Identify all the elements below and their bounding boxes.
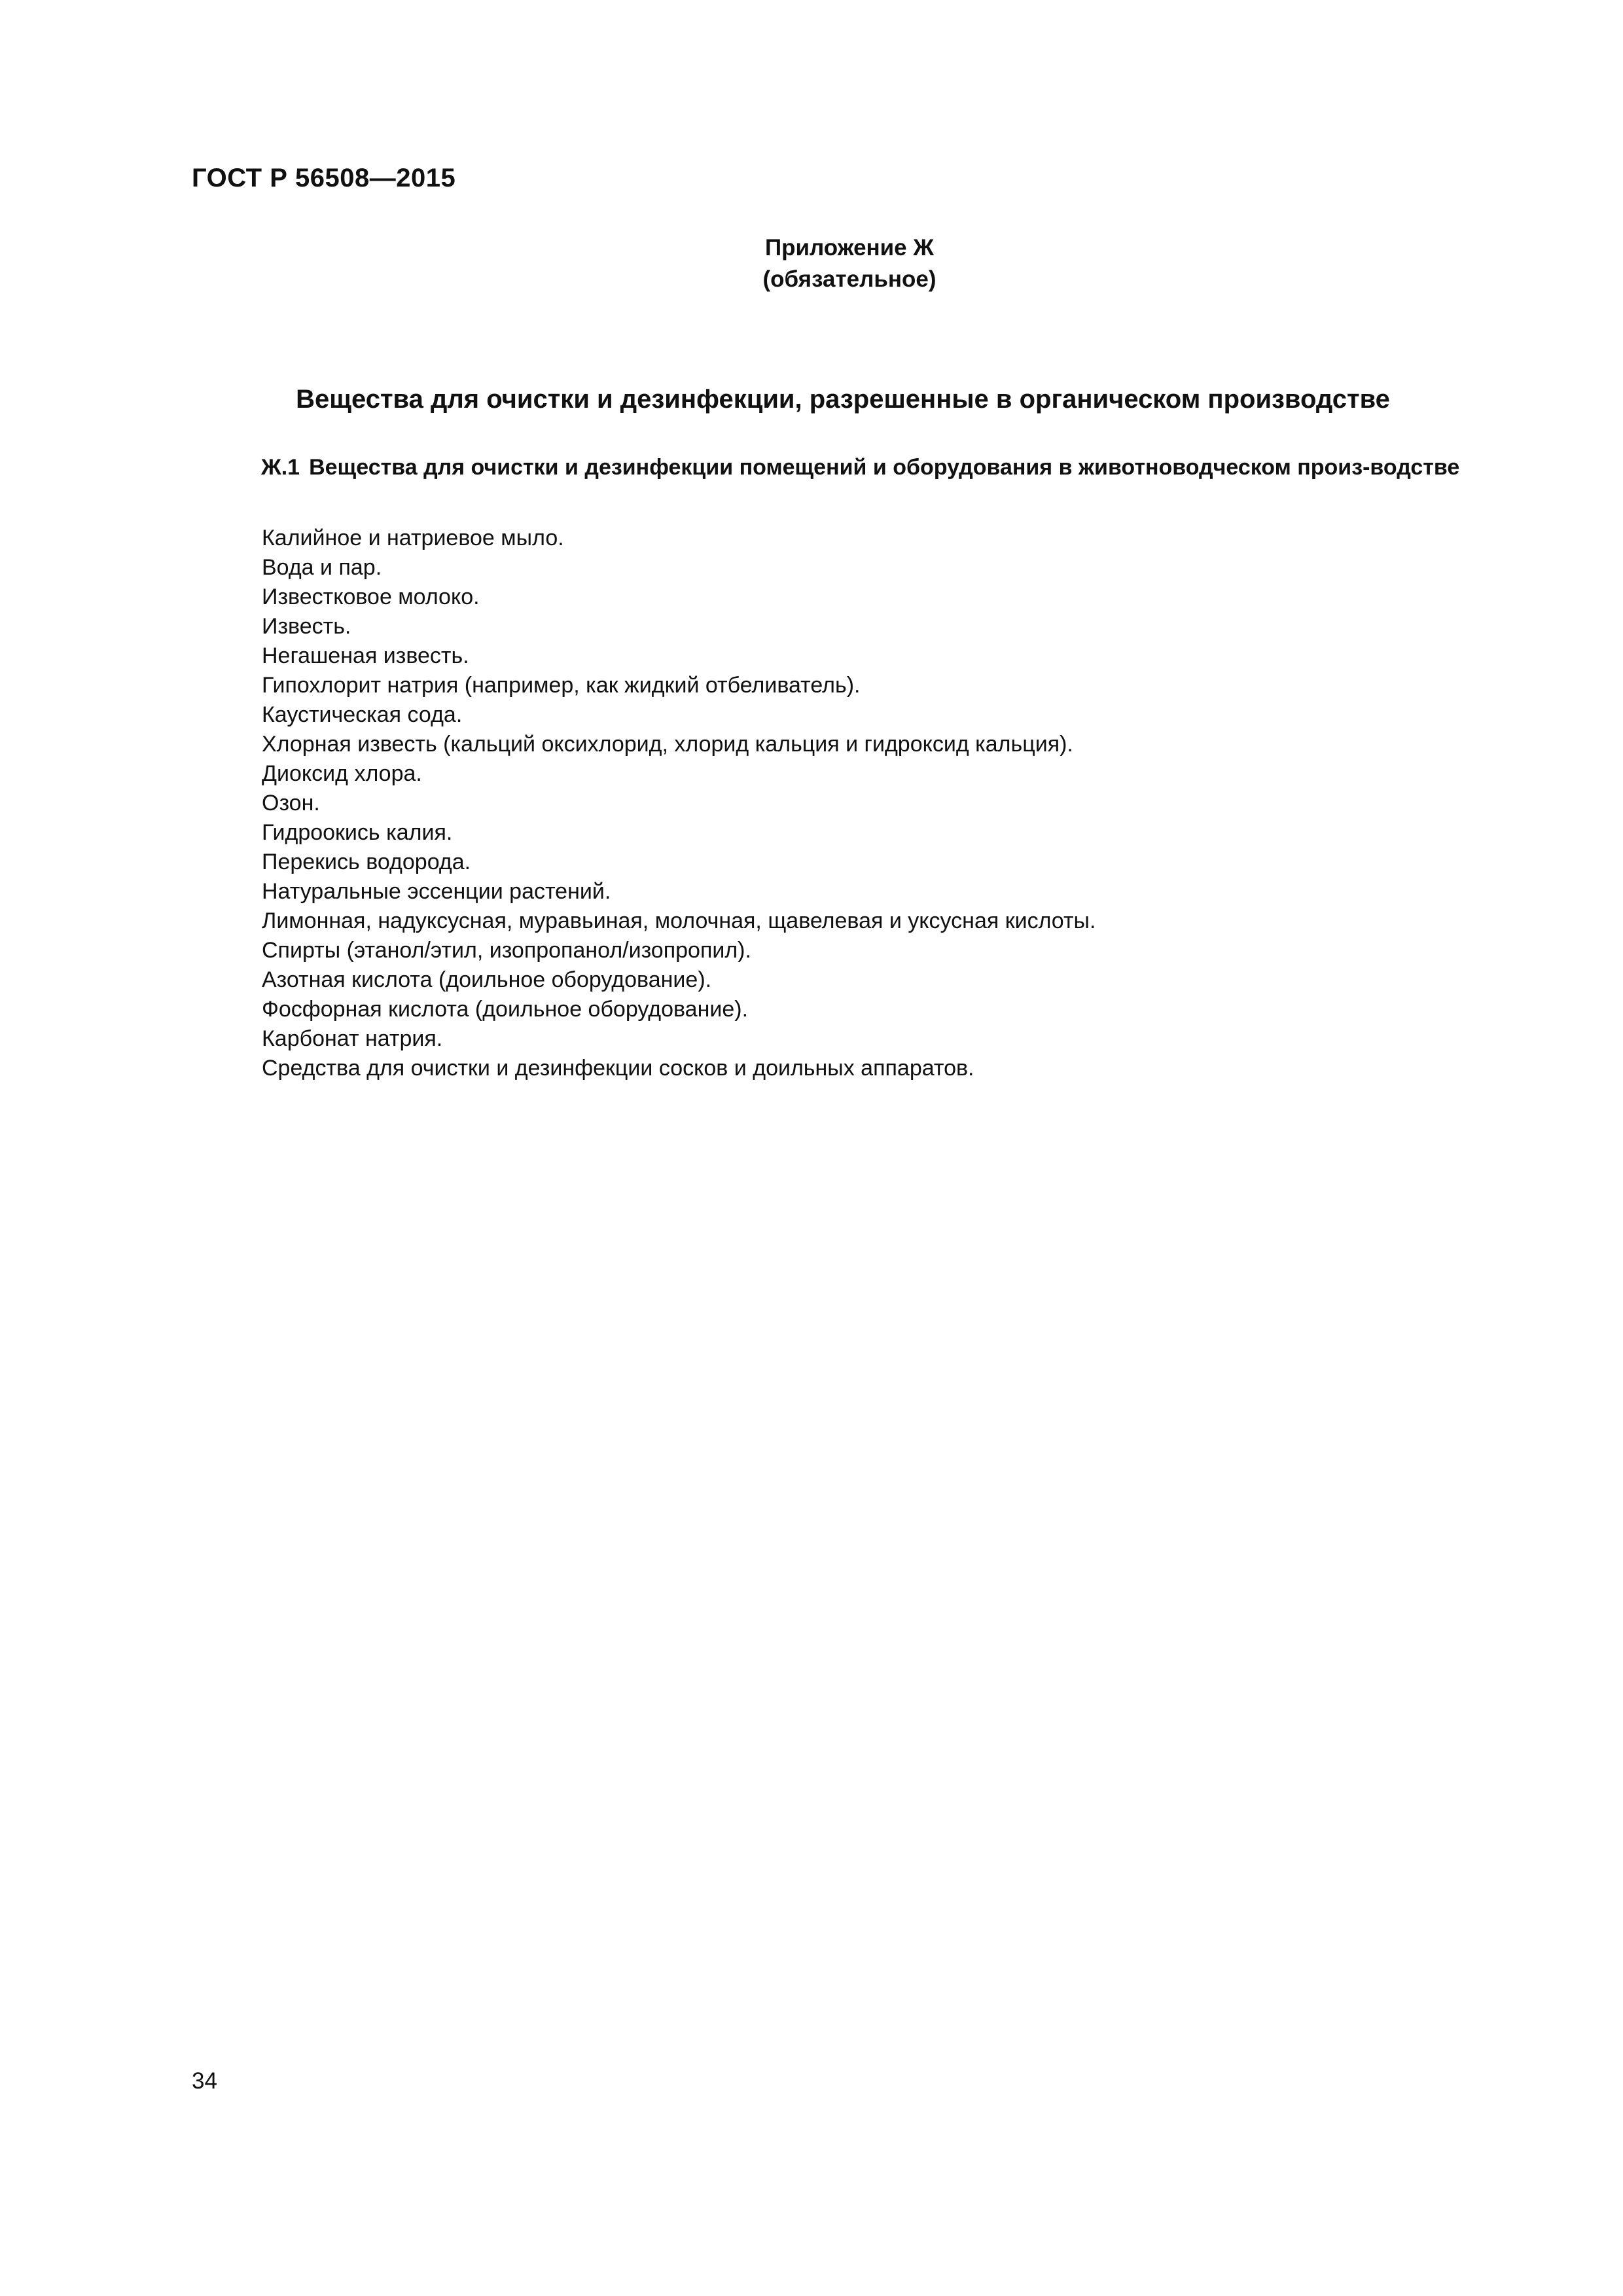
section-title-text: Вещества для очистки и дезинфекции, разрешенные в органическом производстве xyxy=(296,385,1390,414)
list-item: Натуральные эссенции растений. xyxy=(262,879,611,904)
list-item: Негашеная известь. xyxy=(262,643,469,668)
list-item: Озон. xyxy=(262,791,320,816)
appendix-status: (обязательное) xyxy=(762,266,936,292)
list-item: Спирты (этанол/этил, изопропанол/изопропил). xyxy=(262,938,751,963)
appendix-label: Приложение Ж xyxy=(764,235,935,260)
substances-list xyxy=(262,524,1096,1083)
list-item: Гипохлорит натрия (например, как жидкий отбеливатель). xyxy=(262,673,861,698)
document-code: ГОСТ Р 56508—2015 xyxy=(192,164,456,192)
subsection-title: Вещества для очистки и дезинфекции помещений и оборудования в животноводческом произ-водстве xyxy=(309,455,1460,480)
subsection-number: Ж.1 xyxy=(261,455,300,480)
list-item: Карбонат натрия. xyxy=(262,1026,443,1051)
list-item: Вода и пар. xyxy=(262,555,382,580)
list-item: Лимонная, надуксусная, муравьиная, молочная, щавелевая и уксусная кислоты. xyxy=(262,908,1096,933)
list-item: Азотная кислота (доильное оборудование). xyxy=(262,967,712,992)
appendix-heading xyxy=(0,232,1623,295)
list-item: Гидроокись калия. xyxy=(262,820,453,845)
list-item: Диоксид хлора. xyxy=(262,761,422,786)
list-item: Каустическая сода. xyxy=(262,702,463,727)
list-item: Перекись водорода. xyxy=(262,850,471,874)
list-item: Калийное и натриевое мыло. xyxy=(262,526,564,550)
list-item: Известковое молоко. xyxy=(262,584,480,609)
list-item: Фосфорная кислота (доильное оборудование). xyxy=(262,997,749,1022)
list-item: Средства для очистки и дезинфекции сосков и доильных аппаратов. xyxy=(262,1056,974,1081)
list-item: Известь. xyxy=(262,614,351,639)
section-title xyxy=(0,385,1623,414)
list-item: Хлорная известь (кальций оксихлорид, хлорид кальция и гидроксид кальция). xyxy=(262,732,1073,757)
page-number: 34 xyxy=(192,2068,217,2094)
subsection-heading xyxy=(192,453,1494,482)
